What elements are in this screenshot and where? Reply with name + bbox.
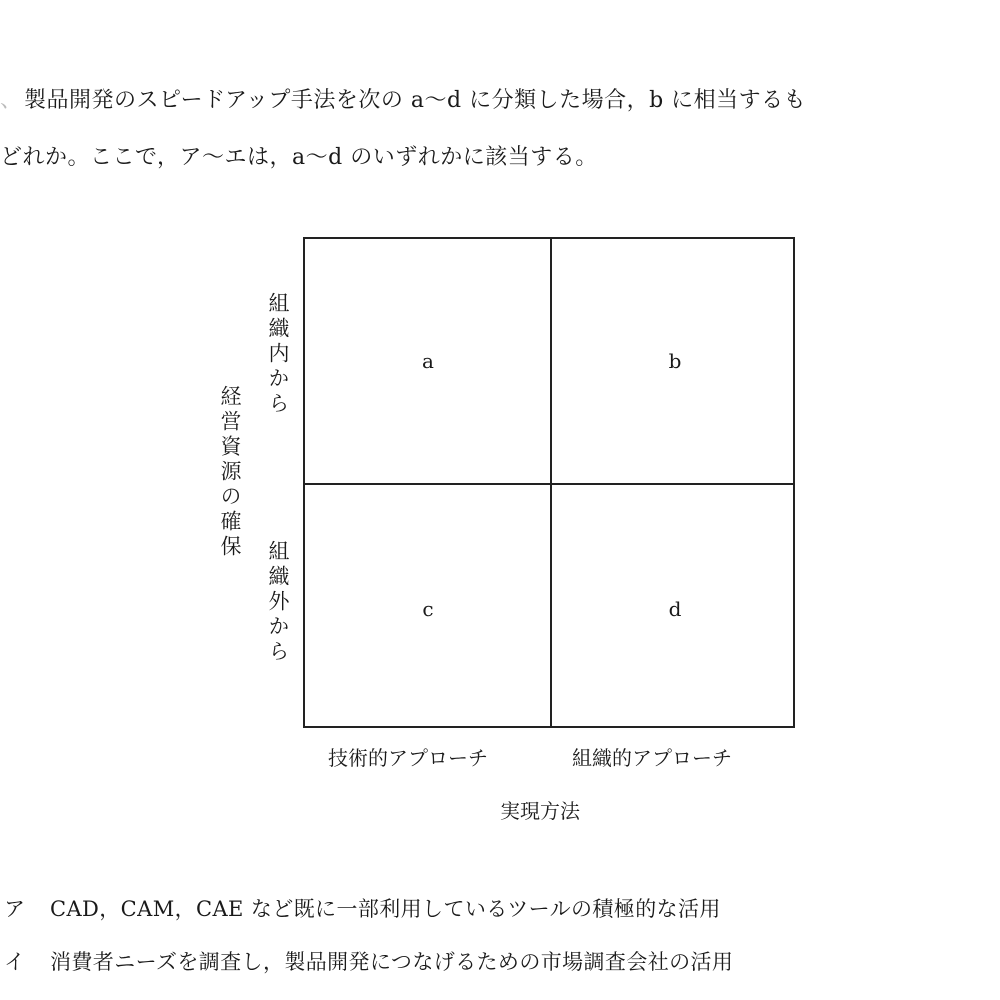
question-text-1: 製品開発のスピードアップ手法を次の a〜d に分類した場合，b に相当するも xyxy=(24,88,807,113)
question-line-2 xyxy=(0,143,598,173)
y-axis-label: 経営資源の確保 xyxy=(218,385,242,560)
question-line-1 xyxy=(0,86,806,116)
option-a-text: CAD，CAM，CAE など既に一部利用しているツールの積極的な活用 xyxy=(50,897,721,921)
column-label-technical: 技術的アプローチ xyxy=(328,746,488,770)
option-a-mark: ア xyxy=(4,897,26,921)
horizontal-divider xyxy=(305,483,793,485)
row-label-outside: 組織外から xyxy=(266,540,290,665)
option-i-text: 消費者ニーズを調査し，製品開発につなげるための市場調査会社の活用 xyxy=(50,950,734,974)
column-label-organizational: 組織的アプローチ xyxy=(572,746,732,770)
cell-d-label: d xyxy=(668,597,682,621)
x-axis-label: 実現方法 xyxy=(500,799,580,823)
option-a xyxy=(4,893,721,923)
cell-a-label: a xyxy=(422,349,434,373)
option-i-mark: イ xyxy=(4,950,26,974)
question-mark: 、 xyxy=(0,88,23,113)
cell-c-label: c xyxy=(422,597,434,621)
matrix-grid xyxy=(303,237,795,728)
option-i xyxy=(4,946,733,976)
cell-b-label: b xyxy=(668,349,682,373)
question-text-2: どれか。ここで，ア〜エは，a〜d のいずれかに該当する。 xyxy=(0,145,598,170)
row-label-inside: 組織内から xyxy=(266,292,290,417)
